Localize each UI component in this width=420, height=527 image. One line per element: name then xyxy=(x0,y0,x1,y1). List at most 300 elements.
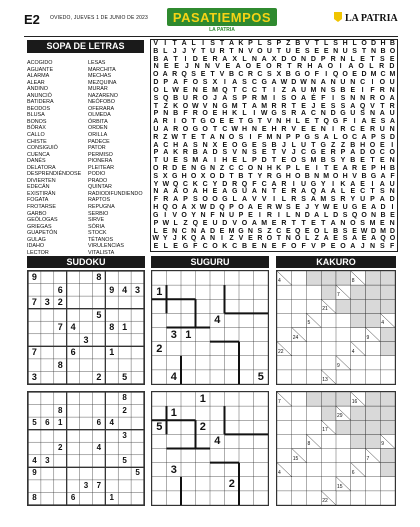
wordsearch-letter: M xyxy=(369,219,376,227)
wordsearch-letter: J xyxy=(305,204,310,212)
wordsearch-letter: J xyxy=(172,47,177,55)
word-list-item: GARBO xyxy=(27,210,47,217)
wordsearch-letter: N xyxy=(389,86,395,94)
wordsearch-letter: U xyxy=(342,204,348,212)
wordsearch-letter: R xyxy=(330,55,336,63)
wordsearch-letter: Z xyxy=(163,102,168,110)
wordsearch-letter: Q xyxy=(222,86,228,94)
wordsearch-letter: A xyxy=(379,196,385,204)
wordsearch-letter: A xyxy=(370,235,377,243)
wordsearch-letter: O xyxy=(181,211,187,219)
wordsearch-letter: N xyxy=(389,219,395,227)
wordsearch-letter: T xyxy=(311,141,316,149)
puzzle-number: 9 xyxy=(109,284,115,295)
wordsearch-letter: M xyxy=(261,94,268,102)
wordsearch-letter: S xyxy=(222,149,228,157)
wordsearch-letter: A xyxy=(361,133,367,141)
wordsearch-letter: H xyxy=(285,118,291,126)
wordsearch-letter: L xyxy=(163,243,168,251)
wordsearch-letter: A xyxy=(163,188,169,196)
wordsearch-letter: A xyxy=(261,55,267,63)
wordsearch-letter: N xyxy=(369,243,376,251)
wordsearch-row xyxy=(151,157,397,165)
wordsearch-letter: D xyxy=(261,157,267,165)
wordsearch-letter: E xyxy=(320,149,326,157)
wordsearch-letter: K xyxy=(238,40,244,47)
wordsearch-letter: J xyxy=(281,141,286,149)
wordsearch-letter: D xyxy=(172,165,178,172)
wordsearch-letter: L xyxy=(324,227,329,235)
wordsearch-letter: M xyxy=(228,227,235,235)
wordsearch-letter: O xyxy=(361,40,367,47)
wordsearch-letter: R xyxy=(297,63,303,71)
wordsearch-row xyxy=(151,228,397,236)
wordsearch-letter: E xyxy=(222,141,228,149)
wordsearch-letter: P xyxy=(285,165,291,172)
wordsearch-letter: S xyxy=(281,110,287,118)
wordsearch-letter: A xyxy=(389,94,395,102)
puzzle-number: 2 xyxy=(199,421,206,434)
wordsearch-letter: L xyxy=(163,86,168,94)
wordsearch-letter: Z xyxy=(281,86,287,94)
kakuro-clue: 4 xyxy=(278,278,281,285)
wordsearch-letter: N xyxy=(261,188,267,196)
wordsearch-letter: Z xyxy=(219,165,225,172)
wordsearch-letter: A xyxy=(330,219,336,227)
wordsearch-letter: I xyxy=(273,196,276,204)
wordsearch-letter: S xyxy=(352,47,357,55)
wordsearch-letter: S xyxy=(342,235,348,243)
wordsearch-letter: W xyxy=(162,219,170,227)
wordsearch-letter: A xyxy=(192,188,198,196)
wordsearch-letter: N xyxy=(340,219,346,227)
wordsearch-letter: U xyxy=(389,110,395,118)
wordsearch-letter: E xyxy=(225,63,231,71)
wordsearch-letter: P xyxy=(153,110,159,118)
wordsearch-letter: H xyxy=(202,188,208,196)
wordsearch-letter: D xyxy=(360,149,366,157)
wordsearch-letter: K xyxy=(181,235,187,243)
wordsearch-letter: G xyxy=(153,211,159,219)
wordsearch-letter: S xyxy=(340,94,346,102)
kakuro-clue: 7 xyxy=(337,292,340,299)
wordsearch-letter: T xyxy=(191,118,196,126)
wordsearch-letter: R xyxy=(340,125,346,133)
wordsearch-letter: T xyxy=(210,71,215,79)
wordsearch-letter: F xyxy=(281,243,287,251)
word-list-item: CONSIGUIÓ xyxy=(27,145,58,152)
wordsearch-letter: L xyxy=(324,211,329,219)
kakuro-clue: 6 xyxy=(351,469,355,476)
kakuro-clue: 21 xyxy=(322,306,328,313)
page-number: E2 xyxy=(24,12,40,27)
wordsearch-letter: E xyxy=(229,118,234,126)
wordsearch-letter: H xyxy=(380,40,386,47)
wordsearch-letter: S xyxy=(210,40,215,47)
wordsearch-letter: Y xyxy=(191,211,196,219)
wordsearch-letter: C xyxy=(238,71,244,79)
wordsearch-letter: E xyxy=(390,211,395,219)
wordsearch-letter: F xyxy=(210,211,215,219)
wordsearch-letter: I xyxy=(361,86,364,94)
wordsearch-letter: A xyxy=(301,110,307,118)
word-list-item: DIVIERTEN xyxy=(27,177,56,184)
wordsearch-letter: P xyxy=(252,157,257,165)
wordsearch-letter: R xyxy=(330,149,336,157)
word-list-item: DANÉS xyxy=(27,158,46,165)
wordsearch-letter: A xyxy=(232,79,238,87)
wordsearch-letter: V xyxy=(232,149,237,157)
word-list-item: MEZQUINA xyxy=(88,79,117,86)
wordsearch-letter: A xyxy=(173,188,179,196)
wordsearch-letter: T xyxy=(370,188,375,196)
wordsearch-letter: N xyxy=(276,133,282,141)
wordsearch-letter: Q xyxy=(181,71,187,79)
wordsearch-letter: T xyxy=(182,133,187,141)
puzzle-number: 6 xyxy=(96,418,102,428)
wordsearch-letter: V xyxy=(232,219,237,227)
wordsearch-letter: N xyxy=(314,172,320,180)
wordsearch-letter: X xyxy=(276,71,282,79)
wordsearch-letter: C xyxy=(251,86,257,94)
wordsearch-letter: E xyxy=(371,118,376,126)
wordsearch-letter: E xyxy=(173,243,178,251)
word-list-item: IDAHO xyxy=(27,243,45,250)
kakuro-clue: 4 xyxy=(278,469,281,476)
wordsearch-letter: A xyxy=(222,55,228,63)
puzzle-number: 3 xyxy=(170,463,177,476)
wordsearch-letter: C xyxy=(228,165,235,172)
puzzle-number: 5 xyxy=(122,455,127,465)
wordsearch-letter: R xyxy=(266,211,272,219)
wordsearch-letter: B xyxy=(350,157,356,165)
wordsearch-letter: R xyxy=(369,125,376,133)
word-list-item: PADECE xyxy=(88,138,110,145)
wordsearch-letter: A xyxy=(162,71,168,79)
wordsearch-letter: O xyxy=(182,188,189,196)
wordsearch-letter: H xyxy=(307,63,313,71)
wordsearch-letter: A xyxy=(350,243,356,251)
brand-name: LA PATRIA xyxy=(345,13,398,24)
puzzle-number: 7 xyxy=(31,347,37,358)
wordsearch-letter: X xyxy=(212,79,218,87)
wordsearch-letter: I xyxy=(391,141,394,149)
wordsearch-letter: B xyxy=(153,47,159,55)
suguru-title: SUGURU xyxy=(151,256,269,268)
wordsearch-letter: A xyxy=(379,110,385,118)
wordsearch-letter: E xyxy=(295,47,301,55)
wordsearch-row xyxy=(151,142,397,150)
wordsearch-letter: O xyxy=(358,63,364,71)
wordsearch-letter: E xyxy=(164,63,169,71)
wordsearch-letter: O xyxy=(389,235,396,243)
wordsearch-letter: G xyxy=(320,141,326,149)
puzzle-number: 3 xyxy=(44,297,50,308)
wordsearch-letter: V xyxy=(153,40,159,47)
wordsearch-letter: N xyxy=(204,63,210,71)
word-list-item: MECHAS xyxy=(88,73,112,80)
puzzle-number: 5 xyxy=(96,309,102,320)
word-list-item: LESAS xyxy=(88,60,106,66)
puzzle-number: 5 xyxy=(135,468,140,478)
puzzle-number: 2 xyxy=(156,342,163,355)
wordsearch-letter: S xyxy=(333,40,338,47)
wordsearch-letter: A xyxy=(202,149,208,157)
wordsearch-letter: R xyxy=(219,47,225,55)
wordsearch-letter: C xyxy=(379,149,385,157)
wordsearch-letter: E xyxy=(361,235,367,243)
word-list-item: DESPRENDIÉNDOSE xyxy=(27,171,82,178)
wordsearch-letter: D xyxy=(291,79,297,87)
wordsearch-letter: A xyxy=(235,63,241,71)
wordsearch-letter: T xyxy=(200,133,206,141)
wordsearch-letter: A xyxy=(320,188,326,196)
puzzle-number: 4 xyxy=(96,443,102,453)
wordsearch-letter: Q xyxy=(190,235,197,243)
wordsearch-letter: A xyxy=(181,40,187,47)
wordsearch-letter: Q xyxy=(163,94,169,102)
kakuro-clue: 7 xyxy=(278,399,281,406)
puzzle-number: 3 xyxy=(170,328,177,341)
wordsearch-letter: T xyxy=(370,55,375,63)
wordsearch-letter: O xyxy=(209,172,216,180)
wordsearch-letter: L xyxy=(163,47,168,55)
wordsearch-letter: A xyxy=(200,227,206,235)
wordsearch-letter: Q xyxy=(219,204,225,212)
puzzle-number: 1 xyxy=(57,418,63,428)
wordsearch-letter: F xyxy=(252,180,257,188)
wordsearch-letter: N xyxy=(320,110,326,118)
wordsearch-letter: B xyxy=(380,211,386,219)
puzzle-number: 1 xyxy=(122,322,128,333)
wordsearch-letter: J xyxy=(182,47,187,55)
word-list-item: MURAR xyxy=(88,86,108,93)
wordsearch-letter: G xyxy=(276,172,282,180)
wordsearch-letter: L xyxy=(324,40,329,47)
wordsearch-letter: C xyxy=(276,227,282,235)
wordsearch-letter: L xyxy=(305,235,310,243)
wordsearch-letter: M xyxy=(320,196,327,204)
wordsearch-letter: R xyxy=(212,55,218,63)
word-list-item: PRADO xyxy=(88,177,108,184)
word-list-item: FROTARSE xyxy=(27,204,56,211)
header-rule xyxy=(24,36,398,37)
kakuro-clue: 13 xyxy=(322,376,328,383)
wordsearch-letter: M xyxy=(266,133,273,141)
puzzle-number: 9 xyxy=(31,272,37,282)
wordsearch-letter: G xyxy=(182,243,189,251)
wordsearch-letter: E xyxy=(191,133,196,141)
puzzle-number: 3 xyxy=(83,334,89,345)
wordsearch-letter: D xyxy=(380,204,386,212)
wordsearch-letter: L xyxy=(291,141,296,149)
wordsearch-letter: Q xyxy=(172,180,179,188)
wordsearch-letter: E xyxy=(304,165,310,172)
word-list-item: PERMISO xyxy=(88,151,113,158)
wordsearch-letter: D xyxy=(222,180,228,188)
wordsearch-letter: O xyxy=(212,243,218,251)
wordsearch-letter: N xyxy=(194,63,200,71)
kakuro-clue: 8 xyxy=(307,441,311,448)
wordsearch-letter: G xyxy=(370,172,377,180)
wordsearch-letter: O xyxy=(304,71,310,79)
wordsearch-row xyxy=(151,235,397,243)
wordsearch-letter: N xyxy=(172,227,178,235)
wordsearch-letter: D xyxy=(361,71,367,79)
wordsearch-letter: O xyxy=(291,157,297,165)
wordsearch-letter: O xyxy=(291,55,297,63)
wordsearch-letter: W xyxy=(322,204,330,212)
wordsearch-letter: E xyxy=(295,204,301,212)
wordsearch-letter: B xyxy=(340,86,346,94)
wordsearch-letter: O xyxy=(291,243,297,251)
wordsearch-letter: I xyxy=(214,157,216,165)
wordsearch-letter: Y xyxy=(153,180,159,188)
wordsearch-letter: E xyxy=(162,227,168,235)
wordsearch-letter: G xyxy=(332,118,339,126)
wordsearch-letter: W xyxy=(172,86,179,94)
wordsearch-letter: U xyxy=(228,211,235,219)
wordsearch-letter: Y xyxy=(340,157,346,165)
wordsearch-letter: F xyxy=(314,71,319,79)
wordsearch-letter: O xyxy=(327,63,334,71)
wordsearch-letter: Z xyxy=(340,141,346,149)
wordsearch-letter: R xyxy=(182,149,188,157)
wordsearch-letter: P xyxy=(163,79,169,87)
wordsearch-letter: J xyxy=(311,102,316,110)
word-list-item: PIONERA xyxy=(88,158,113,165)
wordsearch-letter: T xyxy=(257,118,263,126)
puzzle-number: 4 xyxy=(170,370,177,383)
wordsearch-letter: H xyxy=(342,40,348,47)
wordsearch-letter: T xyxy=(287,63,292,71)
wordsearch-letter: S xyxy=(192,141,198,149)
wordsearch-letter: B xyxy=(192,149,198,157)
wordsearch-letter: R xyxy=(247,71,253,79)
wordsearch-letter: A xyxy=(323,133,329,141)
puzzle-number: 6 xyxy=(70,493,76,503)
puzzle-number: 5 xyxy=(257,370,264,383)
wordsearch-letter: O xyxy=(182,125,189,133)
wordsearch-letter: N xyxy=(320,86,326,94)
wordsearch-letter: S xyxy=(340,102,346,110)
wordsearch-letter: O xyxy=(231,141,238,149)
wordsearch-letter: R xyxy=(379,86,385,94)
wordsearch-letter: N xyxy=(261,243,267,251)
word-list-item: BLUSA xyxy=(27,112,45,119)
wordsearch-letter: I xyxy=(353,118,356,126)
wordsearch-letter: O xyxy=(228,133,235,141)
wordsearch-letter: T xyxy=(301,219,306,227)
wordsearch-letter: A xyxy=(380,172,386,180)
wordsearch-letter: J xyxy=(291,149,296,157)
wordsearch-letter: B xyxy=(320,157,326,165)
puzzle-number: 4 xyxy=(109,418,114,428)
wordsearch-letter: T xyxy=(276,47,281,55)
wordsearch-letter: U xyxy=(301,86,307,94)
kakuro-clue: 4 xyxy=(381,320,385,327)
wordsearch-letter: T xyxy=(291,219,296,227)
word-list-item: SÓRIA xyxy=(88,223,105,230)
wordsearch-letter: A xyxy=(200,235,206,243)
wordsearch-letter: Z xyxy=(163,133,168,141)
puzzle-number: 8 xyxy=(122,393,127,402)
wordsearch-letter: T xyxy=(238,118,244,126)
wordsearch-letter: N xyxy=(210,235,216,243)
wordsearch-letter: I xyxy=(371,79,374,87)
wordsearch-letter: C xyxy=(301,149,307,157)
wordsearch-letter: R xyxy=(271,102,277,110)
kakuro-clue: 24 xyxy=(292,334,299,341)
wordsearch-letter: R xyxy=(276,63,282,71)
wordsearch-letter: S xyxy=(360,219,365,227)
wordsearch-row xyxy=(151,134,397,142)
wordsearch-letter: H xyxy=(173,141,179,149)
wordsearch-letter: L xyxy=(242,110,247,118)
wordsearch-letter: Z xyxy=(183,219,188,227)
wordsearch-letter: B xyxy=(271,141,277,149)
wordsearch-letter: S xyxy=(380,118,386,126)
wordsearch-letter: N xyxy=(350,94,356,102)
wordsearch-title: SOPA DE LETRAS xyxy=(27,40,144,53)
wordsearch-letter: I xyxy=(164,211,167,219)
wordsearch-letter: O xyxy=(350,219,356,227)
word-list-item: FOGATA xyxy=(27,197,49,204)
wordsearch-letter: E xyxy=(352,71,357,79)
wordsearch-row xyxy=(151,71,397,79)
wordsearch-letter: E xyxy=(153,243,159,251)
wordsearch-row xyxy=(151,149,397,157)
kakuro-clue: 7 xyxy=(366,455,370,462)
wordsearch-letter: E xyxy=(281,157,287,165)
word-list-item: ACOGIDO xyxy=(27,60,53,66)
wordsearch-letter: E xyxy=(202,55,208,63)
word-list-item: ANDINO xyxy=(27,86,48,93)
wordsearch-letter: A xyxy=(222,94,228,102)
wordsearch-letter: I xyxy=(325,71,328,79)
wordsearch-letter: I xyxy=(184,55,187,63)
wordsearch-letter: S xyxy=(379,55,385,63)
wordsearch-letter: T xyxy=(153,157,159,165)
wordsearch-letter: V xyxy=(304,40,310,47)
word-list-item: ALARMA xyxy=(27,73,50,80)
wordsearch-letter: B xyxy=(173,110,179,118)
wordsearch-letter: B xyxy=(295,40,301,47)
wordsearch-letter: N xyxy=(202,141,208,149)
wordsearch-letter: U xyxy=(212,219,218,227)
wordsearch-letter: L xyxy=(295,165,300,172)
wordsearch-letter: O xyxy=(245,63,252,71)
wordsearch-letter: A xyxy=(352,235,358,243)
puzzle-number: 1 xyxy=(109,347,115,358)
wordsearch-letter: G xyxy=(238,227,244,235)
wordsearch-letter: Q xyxy=(323,118,329,126)
puzzle-number: 8 xyxy=(57,359,63,370)
sudoku-title: SUDOKU xyxy=(27,256,145,268)
wordsearch-letter: I xyxy=(332,94,335,102)
wordsearch-letter: G xyxy=(192,125,199,133)
word-list-item: BÓRAX xyxy=(27,125,46,132)
wordsearch-letter: E xyxy=(202,219,208,227)
wordsearch-letter: R xyxy=(163,196,169,204)
puzzle-number: 4 xyxy=(122,284,128,295)
wordsearch-letter: N xyxy=(153,63,159,71)
wordsearch-row xyxy=(151,48,397,56)
wordsearch-letter: E xyxy=(301,102,306,110)
wordsearch-letter: E xyxy=(361,204,367,212)
wordsearch-letter: C xyxy=(222,125,228,133)
wordsearch-letter: G xyxy=(231,188,238,196)
